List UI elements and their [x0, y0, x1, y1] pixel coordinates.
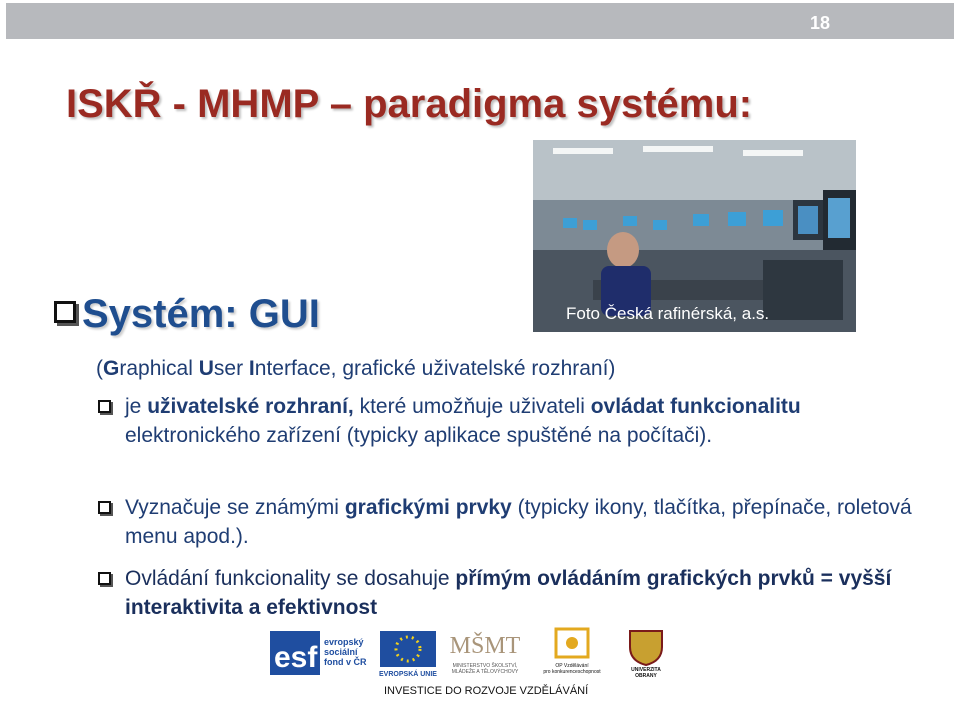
checkbox-bullet-icon: [98, 400, 111, 413]
top-bar: [6, 3, 954, 39]
text-run: Ovládání funkcionality se dosahuje: [125, 567, 456, 590]
bold-run: uživatelské rozhraní,: [147, 395, 354, 418]
checkbox-bullet-icon: [98, 572, 111, 585]
text-run: elektronického zařízení (typicky aplikace spuštěné na počítači).: [125, 424, 713, 447]
checkbox-bullet-icon: [54, 301, 76, 323]
letter-u: U: [198, 357, 214, 380]
photo-caption: Foto Česká rafinérská, a.s.: [566, 304, 770, 323]
word-graphical: raphical: [119, 357, 199, 380]
letter-g: G: [103, 357, 120, 380]
page-number: 18: [809, 13, 830, 33]
checkbox-bullet-icon: [98, 501, 111, 514]
bullet-text: [125, 493, 928, 551]
word-interface: nterface, grafické uživatelské rozhraní): [254, 357, 616, 380]
bold-run: grafickými prvky: [344, 496, 512, 519]
paren-open: (: [96, 357, 103, 380]
esf-logo: [270, 627, 374, 679]
gui-definition: [96, 357, 615, 381]
university-logo: [622, 627, 670, 679]
text-run: je: [125, 395, 148, 418]
university-logo-label: UNIVERZITA OBRANY: [631, 667, 661, 679]
word-user: ser: [213, 357, 249, 380]
bold-run: ovládat funkcionalitu: [590, 395, 801, 418]
eu-logo-label: EVROPSKÁ UNIE: [379, 671, 437, 678]
section-heading: [54, 292, 320, 337]
slide-title: ISKŘ - MHMP – paradigma systému:: [66, 82, 753, 126]
text-run: Vyznačuje se známými: [125, 496, 345, 519]
msmt-logo: [444, 627, 526, 679]
letter-i: I: [248, 357, 255, 380]
op-logo: [532, 627, 612, 679]
op-logo-label: OP Vzdělávání pro konkurenceschopnost: [543, 663, 601, 675]
bullet-item: [98, 392, 928, 450]
bullet-text: [125, 392, 928, 450]
msmt-logo-label: MINISTERSTVO ŠKOLSTVÍ, MLÁDEŽE A TĚLOVÝCHOVY: [451, 663, 519, 675]
logo-strip: [270, 627, 670, 683]
control-room-photo: [533, 140, 856, 332]
text-run: které umožňuje uživateli: [353, 395, 591, 418]
esf-logo-text: esf: [274, 641, 318, 674]
bullet-item: [98, 564, 928, 622]
text-run: (typicky ikony, tlačítka, přepínače, roletová menu apod.).: [125, 496, 912, 548]
bullet-item: [98, 493, 928, 551]
bullet-text: [125, 564, 928, 622]
eu-logo: [378, 627, 438, 679]
section-heading-text: Systém: GUI: [82, 292, 320, 336]
svg-text:MŠMT: MŠMT: [449, 633, 521, 659]
footer-text: INVESTICE DO ROZVOJE VZDĚLÁVÁNÍ: [384, 685, 589, 697]
bold-run: přímým ovládáním grafických prvků = vyšší interaktivita a efektivnost: [125, 567, 892, 619]
esf-logo-label: evropský sociální fond v ČR: [324, 637, 367, 667]
